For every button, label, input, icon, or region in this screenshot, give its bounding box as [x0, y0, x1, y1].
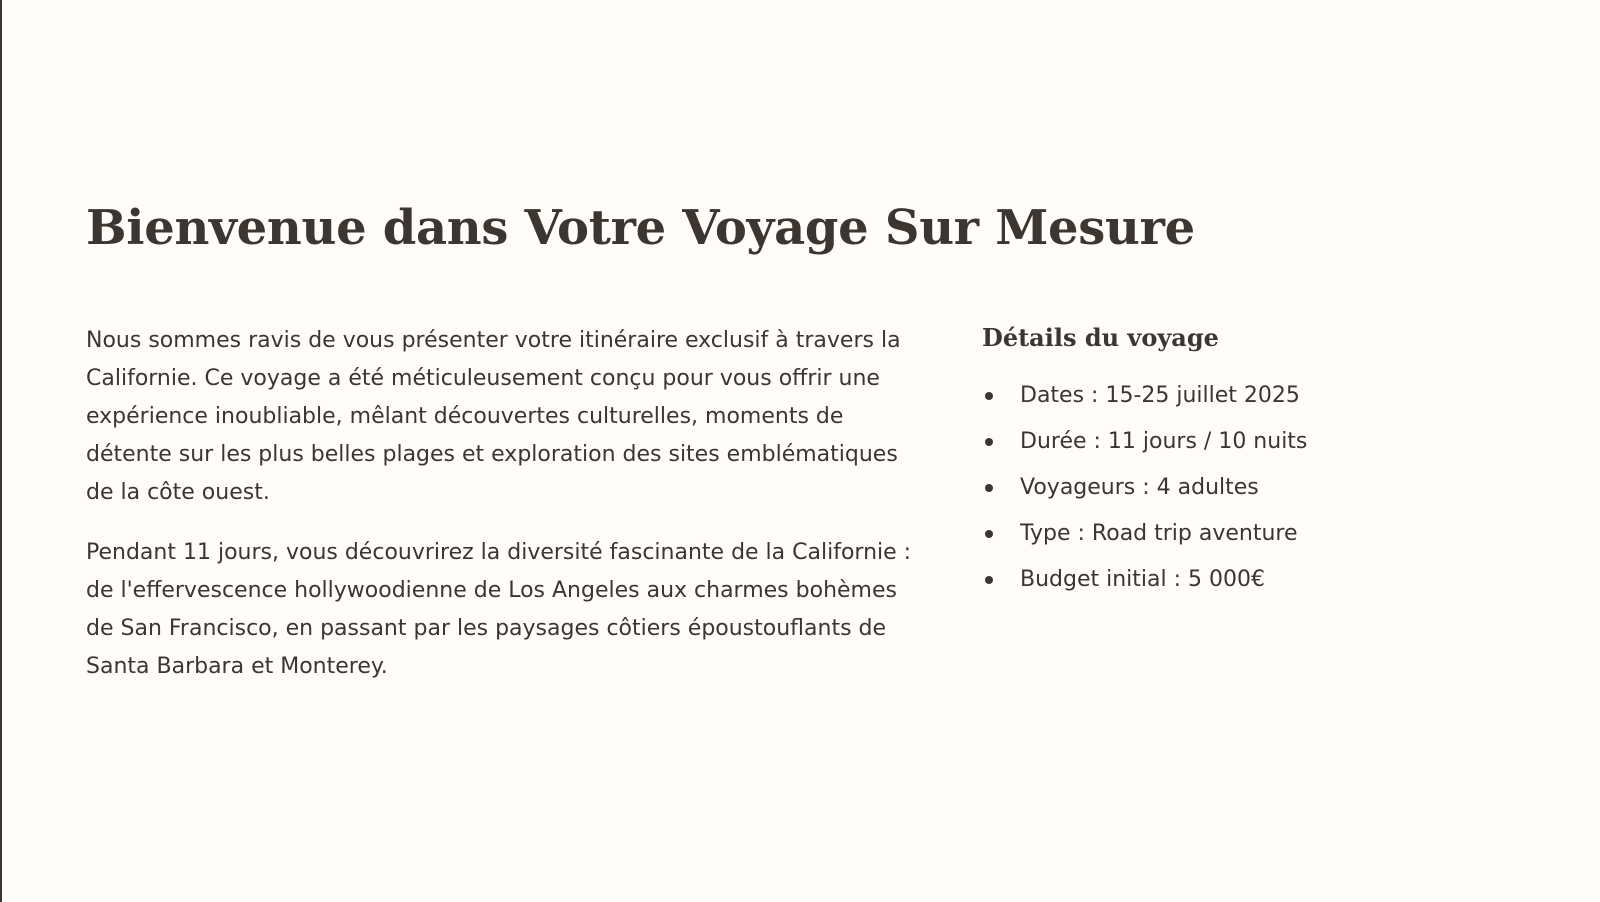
bullet-icon: [985, 530, 993, 538]
trip-detail-dates: [982, 378, 1542, 414]
welcome-slide: [86, 0, 1556, 902]
intro-paragraph: Nous sommes ravis de vous présenter votre itinéraire exclusif à travers la Californie. Ce voyage a été méticuleusement conçu pour vous offrir une expérience inoubliable, mêlant découvertes culturelles, moments de détente sur les plus belles plages et exploration des sites emblématiques de la côte ouest.: [86, 328, 901, 505]
trip-detail-text: Budget initial : 5 000€: [1020, 567, 1265, 592]
trip-detail-text: Dates : 15-25 juillet 2025: [1020, 383, 1300, 408]
page-title: Bienvenue dans Votre Voyage Sur Mesure: [86, 200, 1195, 256]
trip-detail-travelers: [982, 470, 1542, 506]
trip-details-list: [982, 378, 1542, 598]
bullet-icon: [985, 484, 993, 492]
left-border-line: [0, 0, 2, 902]
trip-detail-type: [982, 516, 1542, 552]
trip-detail-text: Type : Road trip aventure: [1020, 521, 1298, 546]
intro-paragraph: Pendant 11 jours, vous découvrirez la diversité fascinante de la Californie : de l'effervescence hollywoodienne de Los Angeles aux charmes bohèmes de San Francisco, en passant par les paysages côtiers époustouflants de Santa Barbara et Monterey.: [86, 540, 912, 679]
trip-detail-budget: [982, 562, 1542, 598]
trip-detail-text: Voyageurs : 4 adultes: [1020, 475, 1259, 500]
intro-text: [86, 322, 926, 708]
trip-detail-text: Durée : 11 jours / 10 nuits: [1020, 429, 1308, 454]
trip-details-title: Détails du voyage: [982, 323, 1219, 352]
bullet-icon: [985, 438, 993, 446]
bullet-icon: [985, 576, 993, 584]
bullet-icon: [985, 392, 993, 400]
trip-details-panel: [982, 318, 1542, 608]
trip-detail-duration: [982, 424, 1542, 460]
